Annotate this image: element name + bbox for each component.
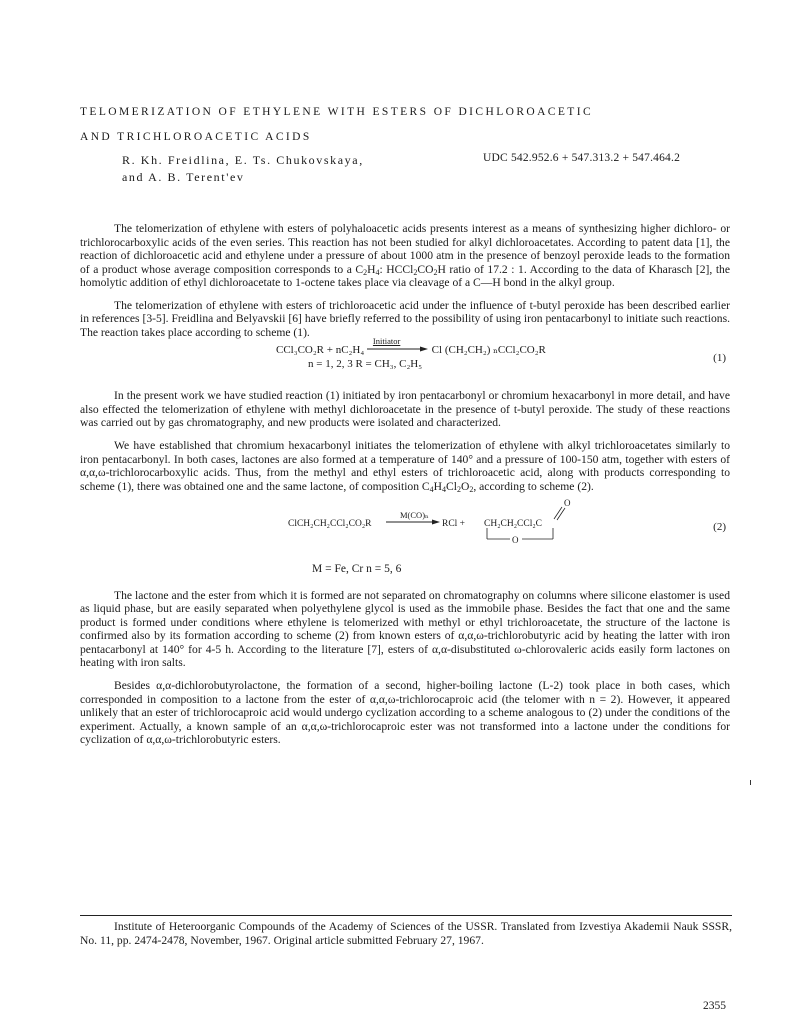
p1-text-e: H ratio of 17.2 : 1. According to the data of Kharasch [2], the homolytic addition of ethyl dichloroacetate to 1-octene takes place via cleavage of a C—H bond in the alkyl group. — [80, 262, 730, 290]
footnote — [80, 920, 732, 948]
p4-text-e: , according to scheme (2). — [473, 479, 594, 493]
p4-text-a: We have established that chromium hexacarbonyl initiates the telomerization of ethylene with alkyl trichloroacetates similarly to iron pentacarbonyl. In both cases, lactones are also formed at a temperature of 140° and a pressure of 100-150 atm, together with esters of α,α,ω-trichlorocarboxylic acids. Thus, from the methyl and ethyl esters of trichloroacetic acid, along with products corresponding to scheme (1), there was obtained one and the same lactone, of composition C — [80, 439, 730, 493]
lactone-structure-lines — [80, 497, 730, 559]
title-line-1: TELOMERIZATION OF ETHYLENE WITH ESTERS OF DICHLOROACETIC — [80, 106, 594, 118]
reaction-arrow — [367, 336, 429, 353]
equation-2 — [80, 497, 730, 559]
page-number: 2355 — [703, 1000, 726, 1012]
p1-text-a: The telomerization of ethylene with esters of polyhaloacetic acids presents interest as a means of synthesizing higher dichloro- or trichlorocarboxylic acids of the even series. This reaction has not been studied for alkyl dichloroacetates. According to patent data [1], the reaction of dichloroacetic acid and ethylene under a pressure of about 1000 atm in the presence of benzoyl peroxide leads to the formation of a product whose average composition corresponds to a C — [80, 222, 730, 276]
equation-2-byproduct: RCl + — [442, 519, 466, 530]
equation-2-lactone: CH₂CH₂CCl₂C — [484, 519, 542, 530]
p1-text-d: CO — [417, 262, 434, 276]
carbonyl-oxygen: O — [564, 498, 571, 509]
paragraph-2: The telomerization of ethylene with esters of trichloroacetic acid under the influence of t-butyl peroxide has been described earlier in references [3-5]. Freidlina and Belyavskii [6] have briefly referred to the possibility of using iron pentacarbonyl to initiate such reactions. The reaction takes place according to scheme (1). — [80, 298, 730, 339]
authors-line-2: and A. B. Terent'ev — [122, 170, 245, 184]
paragraph-1 — [80, 222, 730, 290]
footnote-divider — [80, 915, 732, 916]
footnote-text: Institute of Heteroorganic Compounds of the Academy of Sciences of the USSR. Translated from Izvestiya Akademii Nauk SSSR, No. 11, pp. 2474-2478, November, 1967. Original article submitted February 27, 1967. — [80, 920, 732, 947]
p4-text-c: Cl — [446, 479, 457, 493]
arrow-label: Initiator — [372, 336, 401, 347]
author-list — [122, 152, 364, 186]
margin-mark — [750, 780, 751, 785]
paragraph-5: The lactone and the ester from which it is formed are not separated on chromatography on columns where silicone elastomer is used as liquid phase, but are easily separated when polyethylene glycol is used as the immobile phase. Besides the fact that one and the same product is formed under conditions where ethylene is telomerized with methyl or ethyl trichloroacetate, the structure of the lactone is confirmed also by its formation according to scheme (2) from known esters of α,α,ω-trichlorobutyric acid by heating the latter with iron pentacarbonyl at 140° for 4-5 h. According to the literature [7], esters of α,α-disubstituted ω-chlorovaleric acids easily form lactones on heating with iron salts. — [80, 588, 730, 670]
p4-sub-1: 4 — [429, 484, 434, 494]
article-body — [80, 222, 730, 756]
equation-1-conditions: n = 1, 2, 3 R = CH₃, C₂H₅ — [308, 358, 423, 371]
p4-sub-3: 2 — [456, 484, 461, 494]
equation-2-number: (2) — [713, 521, 726, 534]
p1-text-b: H — [367, 262, 376, 276]
udc-code: UDC 542.952.6 + 547.313.2 + 547.464.2 — [483, 152, 681, 164]
authors-line-1: R. Kh. Freidlina, E. Ts. Chukovskaya, — [122, 153, 364, 167]
equation-2-reactant: ClCH₂CH₂CCl₂CO₂R — [288, 519, 372, 530]
p4-text-d: O — [460, 479, 470, 493]
title-line-2: AND TRICHLOROACETIC ACIDS — [80, 131, 312, 143]
paragraph-3: In the present work we have studied reaction (1) initiated by iron pentacarbonyl or chromium hexacarbonyl in more detail, and have also effected the telomerization of ethylene with methyl dichloroacetate in the presence of t-butyl peroxide. The study of these reactions was carried out by gas chromatography, and new products were isolated and characterized. — [80, 389, 730, 430]
p4-sub-4: 2 — [469, 484, 474, 494]
ring-oxygen: O — [512, 535, 519, 546]
equation-1 — [80, 336, 730, 377]
equation-1-reaction — [276, 336, 546, 358]
p1-sub-4: 2 — [433, 267, 438, 277]
p4-text-b: H — [433, 479, 443, 493]
p4-sub-2: 4 — [442, 484, 447, 494]
p1-sub-2: 4 — [375, 267, 380, 277]
p1-text-c: : HCCl — [379, 262, 414, 276]
paragraph-6: Besides α,α-dichlorobutyrolactone, the formation of a second, higher-boiling lactone (L-2) took place in both cases, which corresponded in composition to a lactone from the ester of α,α,ω-trichlorocaproic acid (the telomer with n = 2). However, it appeared unlikely that an ester of trichlorocaproic acid would undergo cyclization according to a scheme analogous to (2) under the conditions of the experiment. Actually, a known sample of an α,α,ω-trichlorocaproic ester was not transformed into a lactone under the conditions for cyclization of α,α,ω-trichlorobutyric esters. — [80, 679, 730, 747]
p1-sub-1: 2 — [363, 267, 368, 277]
equation-1-products: Cl (CH₂CH₂) ₙCCl₂CO₂R — [431, 344, 546, 357]
arrow-icon — [367, 346, 429, 352]
equation-2-catalyst: M(CO)ₙ — [400, 510, 429, 521]
paragraph-4 — [80, 439, 730, 493]
article-title — [80, 100, 740, 150]
equation-1-reactants: CCl₃CO₂R + nC₂H₄ — [276, 344, 365, 357]
equation-2-conditions: M = Fe, Cr n = 5, 6 — [312, 563, 402, 576]
p1-sub-3: 2 — [413, 267, 418, 277]
equation-1-number: (1) — [713, 352, 726, 365]
